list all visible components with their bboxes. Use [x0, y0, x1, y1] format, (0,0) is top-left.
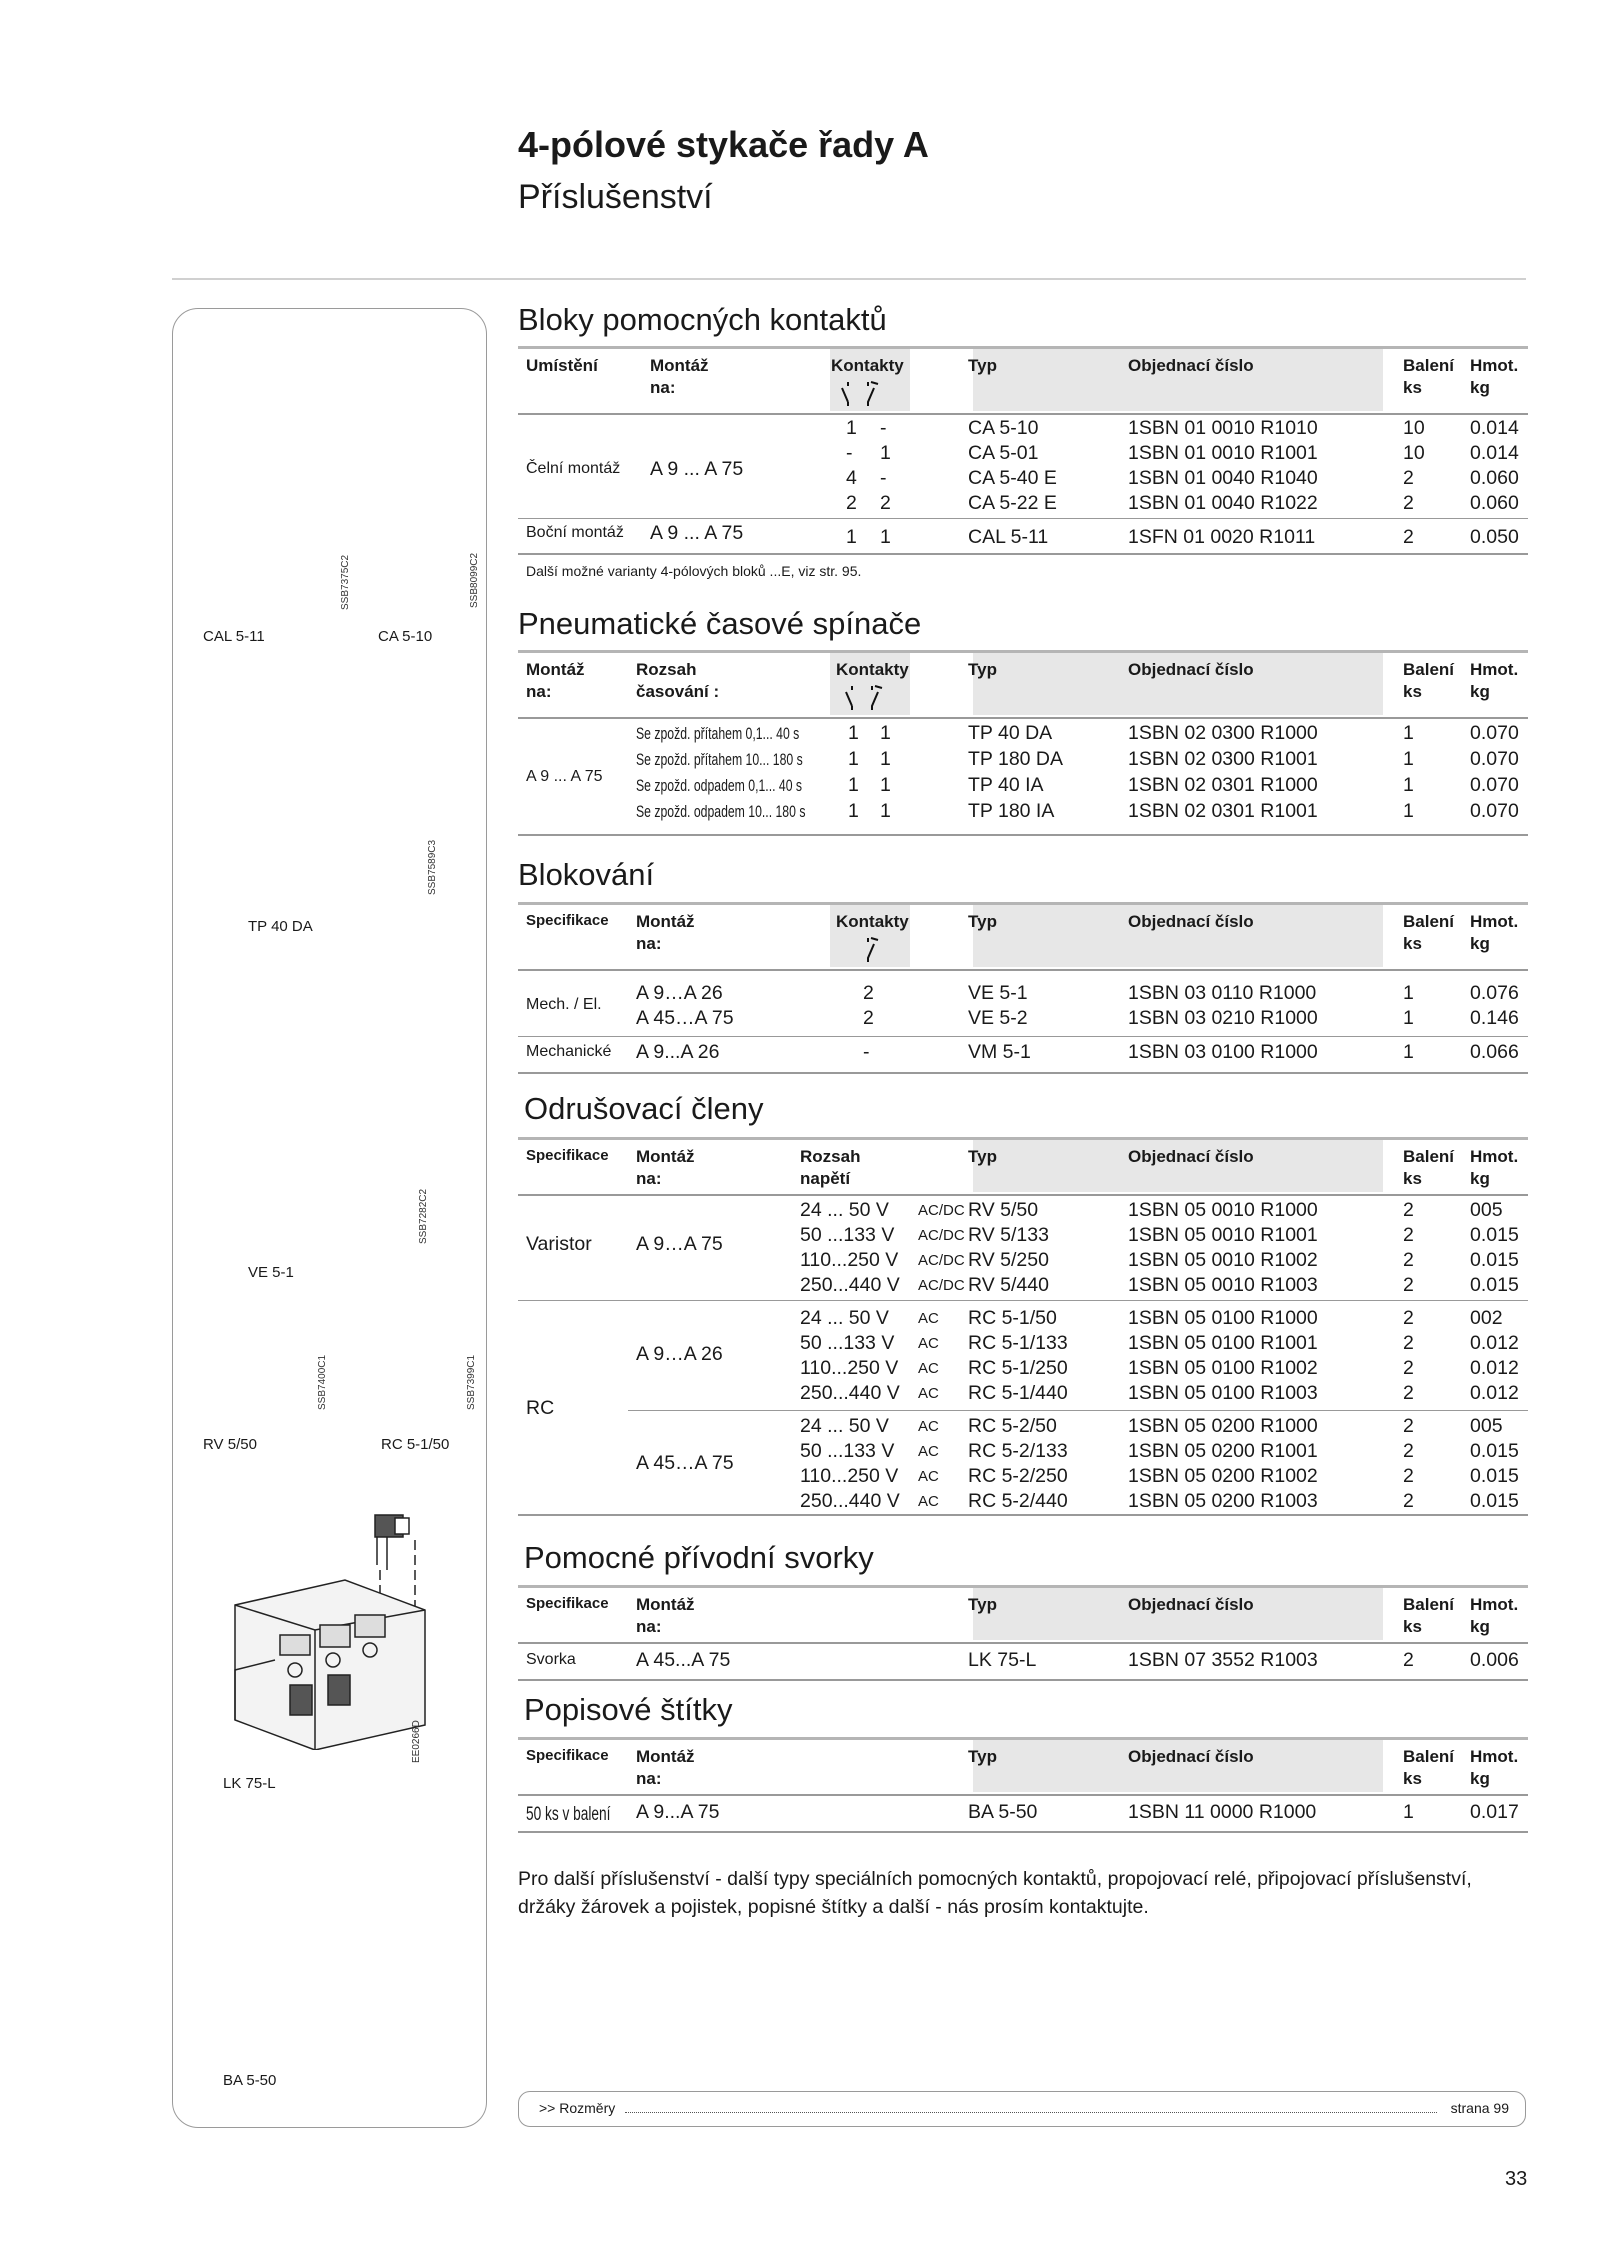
baleni-cell: 2: [1403, 1415, 1414, 1437]
order-number: 1SBN 02 0300 R1000: [1128, 722, 1318, 744]
baleni-cell: 2: [1403, 1382, 1414, 1404]
typ-cell: VE 5-1: [968, 982, 1028, 1004]
leader-dots: [625, 2112, 1437, 2113]
montaz-cell: A 9...A 26: [636, 1041, 720, 1063]
typ-cell: RV 5/133: [968, 1224, 1049, 1246]
spec-cell: Mech. / El.: [526, 996, 602, 1013]
baleni-cell: 2: [1403, 1649, 1414, 1671]
order-number: 1SBN 05 0100 R1000: [1128, 1307, 1318, 1329]
order-number: 1SBN 05 0200 R1002: [1128, 1465, 1318, 1487]
spec-cell: Mechanické: [526, 1043, 612, 1060]
dimensions-link[interactable]: [518, 2091, 1526, 2127]
voltage-type: AC: [918, 1385, 939, 1402]
hmot-cell: 0.050: [1470, 526, 1519, 548]
link-left-text: >> Rozměry: [539, 2100, 616, 2116]
umisteni-cell: Čelní montáž: [526, 460, 621, 477]
order-number: 1SBN 03 0210 R1000: [1128, 1007, 1318, 1029]
col-rozsah: Rozsah: [636, 660, 697, 679]
col-ks: ks: [1403, 1769, 1422, 1788]
image-code: SSB7589C3: [427, 839, 438, 895]
typ-cell: VM 5-1: [968, 1041, 1031, 1063]
hmot-cell: 0.014: [1470, 442, 1519, 464]
hmot-cell: 0.060: [1470, 467, 1519, 489]
col-baleni: Balení: [1403, 1747, 1455, 1766]
hmot-cell: 0.146: [1470, 1007, 1519, 1029]
typ-cell: CA 5-01: [968, 442, 1039, 464]
section-title-terminals: Pomocné přívodní svorky: [524, 1540, 874, 1575]
voltage-range: 50 ...133 V: [800, 1332, 895, 1354]
order-number: 1SBN 05 0200 R1003: [1128, 1490, 1318, 1512]
baleni-cell: 2: [1403, 1332, 1414, 1354]
typ-cell: RC 5-1/440: [968, 1382, 1068, 1404]
order-number: 1SBN 02 0300 R1001: [1128, 748, 1318, 770]
order-number: 1SBN 05 0010 R1003: [1128, 1274, 1318, 1296]
col-ks: ks: [1403, 378, 1422, 397]
voltage-range: 110...250 V: [800, 1357, 899, 1379]
hmot-cell: 0.060: [1470, 492, 1519, 514]
spec-cell: Svorka: [526, 1651, 576, 1668]
col-baleni: Balení: [1403, 356, 1455, 375]
hmot-cell: 0.015: [1470, 1274, 1519, 1296]
image-label-ba-5-50: BA 5-50: [223, 2072, 277, 2089]
col-specifikace: Specifikace: [526, 1147, 609, 1164]
col-hmot: Hmot.: [1470, 1747, 1519, 1766]
typ-cell: RV 5/250: [968, 1249, 1049, 1271]
image-label-rv-5-50: RV 5/50: [203, 1436, 257, 1453]
typ-cell: TP 180 IA: [968, 800, 1055, 822]
col-hmot: Hmot.: [1470, 660, 1519, 679]
kontakty-nc: 1: [880, 722, 891, 744]
hmot-cell: 0.015: [1470, 1440, 1519, 1462]
image-label-cal-5-11: CAL 5-11: [203, 628, 265, 645]
link-page-ref: strana 99: [1450, 2100, 1509, 2116]
montaz-cell: A 9…A 26: [636, 982, 723, 1004]
baleni-cell: 2: [1403, 1490, 1414, 1512]
col-kontakty: Kontakty: [836, 660, 909, 679]
col-ks: ks: [1403, 934, 1422, 953]
kontakty-nc: -: [880, 467, 887, 489]
col-kontakty: Kontakty: [836, 912, 909, 931]
col-montaz-na: na:: [636, 1617, 662, 1636]
col-baleni: Balení: [1403, 1595, 1455, 1614]
col-hmot: Hmot.: [1470, 1595, 1519, 1614]
hmot-cell: 0.015: [1470, 1465, 1519, 1487]
section-title-interlocks: Blokování: [518, 857, 655, 892]
aux-contacts-table: [518, 346, 1528, 556]
umisteni-cell: Boční montáž: [526, 524, 624, 541]
col-kontakty: Kontakty: [831, 356, 904, 375]
voltage-range: 24 ... 50 V: [800, 1415, 889, 1437]
kontakty-nc: 1: [880, 442, 891, 464]
kontakty-nc: 1: [880, 748, 891, 770]
baleni-cell: 2: [1403, 1357, 1414, 1379]
section-title-timers: Pneumatické časové spínače: [518, 606, 922, 641]
col-montaz-na: na:: [526, 682, 552, 701]
order-number: 1SBN 03 0100 R1000: [1128, 1041, 1318, 1063]
col-objednaci: Objednací číslo: [1128, 1595, 1254, 1614]
baleni-cell: 1: [1403, 1007, 1414, 1029]
voltage-range: 110...250 V: [800, 1249, 899, 1271]
kontakty-no: 1: [848, 774, 859, 796]
image-label-lk-75-l: LK 75-L: [223, 1775, 276, 1792]
page-subtitle: Příslušenství: [518, 178, 713, 216]
col-montaz: Montáž: [636, 1747, 695, 1766]
hmot-cell: 0.014: [1470, 417, 1519, 439]
typ-cell: RC 5-2/50: [968, 1415, 1057, 1437]
baleni-cell: 2: [1403, 1249, 1414, 1271]
kontakty-no: 1: [846, 417, 857, 439]
typ-cell: RC 5-1/250: [968, 1357, 1068, 1379]
typ-cell: TP 180 DA: [968, 748, 1064, 770]
baleni-cell: 2: [1403, 1307, 1414, 1329]
order-number: 1SBN 05 0010 R1001: [1128, 1224, 1318, 1246]
col-typ: Typ: [968, 1595, 997, 1614]
hmot-cell: 0.070: [1470, 722, 1519, 744]
terminal-block-illustration: [225, 1510, 455, 1750]
baleni-cell: 1: [1403, 722, 1414, 744]
terminals-table: [518, 1585, 1528, 1685]
spec-cell: 50 ks v balení: [526, 1804, 611, 1825]
header-divider: [172, 278, 1526, 280]
voltage-type: AC: [918, 1493, 939, 1510]
col-baleni: Balení: [1403, 1147, 1455, 1166]
typ-cell: LK 75-L: [968, 1649, 1037, 1671]
montaz-cell: A 9…A 26: [636, 1343, 723, 1365]
voltage-type: AC: [918, 1418, 939, 1435]
voltage-type: AC: [918, 1360, 939, 1377]
col-montaz: Montáž: [636, 912, 695, 931]
col-objednaci: Objednací číslo: [1128, 660, 1254, 679]
hmot-cell: 0.012: [1470, 1332, 1519, 1354]
baleni-cell: 2: [1403, 492, 1414, 514]
baleni-cell: 2: [1403, 526, 1414, 548]
montaz-cell: A 45…A 75: [636, 1007, 734, 1029]
montaz-cell: A 45…A 75: [636, 1452, 734, 1474]
timers-table: [518, 650, 1528, 840]
col-montaz-na: na:: [636, 934, 662, 953]
image-code: SSB7375C2: [340, 554, 351, 610]
section-title-labels: Popisové štítky: [524, 1692, 733, 1727]
hmot-cell: 0.006: [1470, 1649, 1519, 1671]
col-montaz: Montáž: [650, 356, 709, 375]
col-specifikace: Specifikace: [526, 1595, 609, 1612]
hmot-cell: 005: [1470, 1415, 1503, 1437]
col-typ: Typ: [968, 912, 997, 931]
typ-cell: RC 5-2/250: [968, 1465, 1068, 1487]
col-hmot: Hmot.: [1470, 912, 1519, 931]
footnote: Další možné varianty 4-pólových bloků ...E, viz str. 95.: [526, 563, 862, 579]
col-umisteni: Umístění: [526, 356, 598, 375]
voltage-type: AC/DC: [918, 1227, 965, 1244]
hmot-cell: 0.070: [1470, 748, 1519, 770]
col-hmot: Hmot.: [1470, 356, 1519, 375]
image-code: SSB7282C2: [418, 1188, 429, 1244]
col-typ: Typ: [968, 660, 997, 679]
typ-cell: CAL 5-11: [968, 526, 1049, 548]
montaz-cell: A 45...A 75: [636, 1649, 731, 1671]
baleni-cell: 10: [1403, 442, 1425, 464]
kontakty-nc: 1: [880, 800, 891, 822]
page-number: 33: [1505, 2168, 1528, 2190]
kontakty-nc: 1: [880, 774, 891, 796]
kontakty-no: 1: [848, 800, 859, 822]
page-title: 4-pólové stykače řady A: [518, 124, 929, 165]
suppressors-table: [518, 1137, 1528, 1527]
voltage-type: AC: [918, 1335, 939, 1352]
interlocks-table: [518, 902, 1528, 1077]
rozsah-cell: Se zpožd. přítahem 10... 180 s: [636, 750, 803, 769]
image-label-tp-40-da: TP 40 DA: [248, 918, 313, 935]
typ-cell: RV 5/440: [968, 1274, 1049, 1296]
image-code: SSB8099C2: [469, 552, 480, 608]
montaz-cell: A 9 ... A 75: [650, 458, 744, 480]
image-label-rc-5-1-50: RC 5-1/50: [381, 1436, 450, 1453]
col-kg: kg: [1470, 934, 1490, 953]
montaz-cell: A 9 ... A 75: [526, 768, 603, 785]
contact-note: Pro další příslušenství - další typy speciálních pomocných kontaktů, propojovací relé, připojovací příslušenství, držáky žárovek a pojistek, popisné štítky a další - nás prosím kontaktujte.: [518, 1868, 1472, 1918]
kontakty-nc: 2: [880, 492, 891, 514]
baleni-cell: 2: [1403, 467, 1414, 489]
hmot-cell: 0.015: [1470, 1224, 1519, 1246]
spec-cell: RC: [526, 1397, 555, 1419]
hmot-cell: 0.015: [1470, 1249, 1519, 1271]
hmot-cell: 0.012: [1470, 1382, 1519, 1404]
order-number: 1SBN 11 0000 R1000: [1128, 1801, 1317, 1823]
kontakty-no: -: [846, 442, 853, 464]
order-number: 1SBN 05 0010 R1000: [1128, 1199, 1318, 1221]
kontakty-no: 2: [846, 492, 857, 514]
typ-cell: RC 5-2/440: [968, 1490, 1068, 1512]
image-code: EE0266D: [411, 1720, 422, 1763]
rozsah-cell: Se zpožd. přítahem 0,1... 40 s: [636, 724, 800, 743]
order-number: 1SBN 05 0100 R1002: [1128, 1357, 1318, 1379]
rozsah-cell: Se zpožd. odpadem 10... 180 s: [636, 802, 806, 821]
baleni-cell: 1: [1403, 748, 1414, 770]
montaz-cell: A 9…A 75: [636, 1233, 723, 1255]
typ-cell: RC 5-1/50: [968, 1307, 1057, 1329]
hmot-cell: 0.012: [1470, 1357, 1519, 1379]
baleni-cell: 1: [1403, 1801, 1414, 1823]
col-montaz-na: na:: [650, 378, 676, 397]
hmot-cell: 0.070: [1470, 800, 1519, 822]
voltage-type: AC: [918, 1310, 939, 1327]
col-montaz: Montáž: [636, 1147, 695, 1166]
voltage-range: 250...440 V: [800, 1490, 900, 1512]
typ-cell: CA 5-10: [968, 417, 1039, 439]
image-label-ve-5-1: VE 5-1: [248, 1264, 294, 1281]
baleni-cell: 1: [1403, 774, 1414, 796]
order-number: 1SBN 07 3552 R1003: [1128, 1649, 1318, 1671]
image-code: SSB7399C1: [466, 1354, 477, 1410]
voltage-range: 250...440 V: [800, 1382, 900, 1404]
col-objednaci: Objednací číslo: [1128, 912, 1254, 931]
section-title-suppressors: Odrušovací členy: [524, 1091, 764, 1126]
voltage-range: 24 ... 50 V: [800, 1199, 889, 1221]
baleni-cell: 2: [1403, 1440, 1414, 1462]
baleni-cell: 2: [1403, 1274, 1414, 1296]
col-typ: Typ: [968, 356, 997, 375]
kontakty-no: 1: [848, 748, 859, 770]
col-hmot: Hmot.: [1470, 1147, 1519, 1166]
col-montaz: Montáž: [526, 660, 585, 679]
voltage-range: 50 ...133 V: [800, 1440, 895, 1462]
order-number: 1SBN 05 0200 R1001: [1128, 1440, 1318, 1462]
order-number: 1SBN 05 0200 R1000: [1128, 1415, 1318, 1437]
voltage-type: AC/DC: [918, 1277, 965, 1294]
spec-cell: Varistor: [526, 1233, 592, 1255]
voltage-range: 24 ... 50 V: [800, 1307, 889, 1329]
order-number: 1SBN 01 0040 R1040: [1128, 467, 1318, 489]
order-number: 1SBN 05 0010 R1002: [1128, 1249, 1318, 1271]
col-ks: ks: [1403, 682, 1422, 701]
col-typ: Typ: [968, 1747, 997, 1766]
hmot-cell: 0.017: [1470, 1801, 1519, 1823]
kontakty-no: 1: [848, 722, 859, 744]
order-number: 1SBN 01 0010 R1010: [1128, 417, 1318, 439]
typ-cell: TP 40 DA: [968, 722, 1053, 744]
col-kg: kg: [1470, 1617, 1490, 1636]
baleni-cell: 1: [1403, 982, 1414, 1004]
timer-contact-symbols-icon: [842, 682, 892, 712]
montaz-cell: A 9...A 75: [636, 1801, 720, 1823]
voltage-type: AC: [918, 1468, 939, 1485]
col-montaz-na: na:: [636, 1769, 662, 1788]
hmot-cell: 0.066: [1470, 1041, 1519, 1063]
hmot-cell: 0.070: [1470, 774, 1519, 796]
order-number: 1SBN 01 0040 R1022: [1128, 492, 1318, 514]
typ-cell: RC 5-2/133: [968, 1440, 1068, 1462]
col-specifikace: Specifikace: [526, 1747, 609, 1764]
kontakty-no: 4: [846, 467, 857, 489]
kontakty-nc: -: [880, 417, 887, 439]
order-number: 1SBN 02 0301 R1000: [1128, 774, 1318, 796]
voltage-range: 250...440 V: [800, 1274, 900, 1296]
kontakty-no: 1: [846, 526, 857, 548]
kontakty-nc: 1: [880, 526, 891, 548]
voltage-type: AC: [918, 1443, 939, 1460]
col-baleni: Balení: [1403, 660, 1455, 679]
col-ks: ks: [1403, 1169, 1422, 1188]
voltage-type: AC/DC: [918, 1202, 965, 1219]
kontakty-cell: 2: [863, 1007, 874, 1029]
voltage-range: 110...250 V: [800, 1465, 899, 1487]
order-number: 1SFN 01 0020 R1011: [1128, 526, 1316, 548]
contact-symbols-icon: [838, 378, 888, 408]
labels-table: [518, 1737, 1528, 1837]
order-number: 1SBN 02 0301 R1001: [1128, 800, 1318, 822]
montaz-cell: A 9 ... A 75: [650, 522, 744, 544]
baleni-cell: 1: [1403, 800, 1414, 822]
col-ks: ks: [1403, 1617, 1422, 1636]
col-typ: Typ: [968, 1147, 997, 1166]
col-objednaci: Objednací číslo: [1128, 1147, 1254, 1166]
col-kg: kg: [1470, 378, 1490, 397]
col-specifikace: Specifikace: [526, 912, 609, 929]
col-baleni: Balení: [1403, 912, 1455, 931]
col-objednaci: Objednací číslo: [1128, 1747, 1254, 1766]
section-title-aux-contacts: Bloky pomocných kontaktů: [518, 302, 887, 337]
voltage-range: 50 ...133 V: [800, 1224, 895, 1246]
col-montaz: Montáž: [636, 1595, 695, 1614]
baleni-cell: 2: [1403, 1224, 1414, 1246]
order-number: 1SBN 05 0100 R1001: [1128, 1332, 1318, 1354]
image-label-ca-5-10: CA 5-10: [378, 628, 433, 645]
col-casovani: časování :: [636, 682, 720, 701]
col-kg: kg: [1470, 682, 1490, 701]
voltage-type: AC/DC: [918, 1252, 965, 1269]
typ-cell: VE 5-2: [968, 1007, 1028, 1029]
col-objednaci: Objednací číslo: [1128, 356, 1254, 375]
hmot-cell: 0.015: [1470, 1490, 1519, 1512]
typ-cell: TP 40 IA: [968, 774, 1044, 796]
kontakty-cell: -: [863, 1041, 870, 1063]
col-napeti: napětí: [800, 1169, 851, 1188]
typ-cell: CA 5-22 E: [968, 492, 1057, 514]
col-rozsah: Rozsah: [800, 1147, 861, 1166]
typ-cell: RC 5-1/133: [968, 1332, 1068, 1354]
baleni-cell: 2: [1403, 1199, 1414, 1221]
kontakty-cell: 2: [863, 982, 874, 1004]
baleni-cell: 10: [1403, 417, 1425, 439]
order-number: 1SBN 05 0100 R1003: [1128, 1382, 1318, 1404]
hmot-cell: 002: [1470, 1307, 1503, 1329]
col-kg: kg: [1470, 1169, 1490, 1188]
typ-cell: CA 5-40 E: [968, 467, 1057, 489]
rozsah-cell: Se zpožd. odpadem 0,1... 40 s: [636, 776, 803, 795]
image-code: SSB7400C1: [317, 1354, 328, 1410]
typ-cell: RV 5/50: [968, 1199, 1039, 1221]
product-image-panel: [172, 308, 487, 2128]
baleni-cell: 1: [1403, 1041, 1414, 1063]
hmot-cell: 0.076: [1470, 982, 1519, 1004]
typ-cell: BA 5-50: [968, 1801, 1038, 1823]
order-number: 1SBN 01 0010 R1001: [1128, 442, 1318, 464]
hmot-cell: 005: [1470, 1199, 1503, 1221]
nc-contact-icon: [858, 934, 888, 964]
col-montaz-na: na:: [636, 1169, 662, 1188]
baleni-cell: 2: [1403, 1465, 1414, 1487]
col-kg: kg: [1470, 1769, 1490, 1788]
order-number: 1SBN 03 0110 R1000: [1128, 982, 1317, 1004]
